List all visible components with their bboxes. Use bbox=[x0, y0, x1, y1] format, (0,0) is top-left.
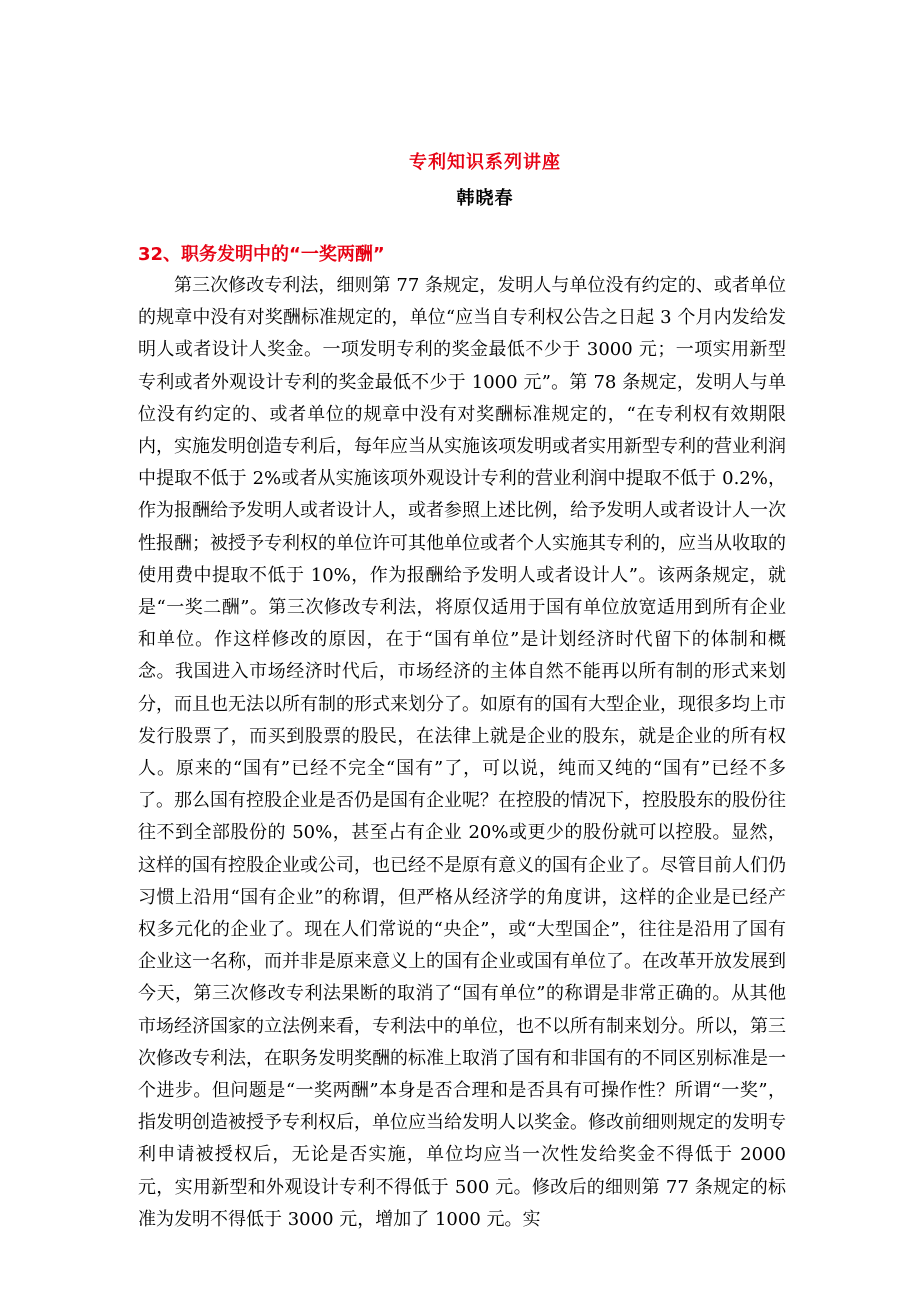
series-title: 专利知识系列讲座 bbox=[409, 152, 561, 173]
author-name: 韩晓春 bbox=[456, 188, 514, 209]
section-heading: 32、职务发明中的“一奖两酬” bbox=[138, 244, 385, 265]
body-paragraph: 第三次修改专利法，细则第 77 条规定，发明人与单位没有约定的、或者单位的规章中没有对奖酬标准规定的，单位“应当自专利权公告之日起 3 个月内发给发明人或者设计人奖金。一项发明专利的奖金最低不少于 3000 元；一项实用新型专利或者外观设计专利的奖金最低不少于 1000 元”。第 78 条规定，发明人与单位没有约定的、或者单位的规章中没有对奖酬标准规定的，“在专利权有效期限内，实施发明创造专利后，每年应当从实施该项发明或者实用新型专利的营业利润中提取不低于 2%或者从实施该项外观设计专利的营业利润中提取不低于 0.2%，作为报酬给予发明人或者设计人，或者参照上述比例，给予发明人或者设计人一次性报酬；被授予专利权的单位许可其他单位或者个人实施其专利的，应当从收取的使用费中提取不低于 10%，作为报酬给予发明人或者设计人”。该两条规定，就是“一奖二酬”。第三次修改专利法，将原仅适用于国有单位放宽适用到所有企业和单位。作这样修改的原因，在于“国有单位”是计划经济时代留下的体制和概念。我国进入市场经济时代后，市场经济的主体自然不能再以所有制的形式来划分，而且也无法以所有制的形式来划分了。如原有的国有大型企业，现很多均上市发行股票了，而买到股票的股民，在法律上就是企业的股东，就是企业的所有权人。原来的“国有”已经不完全“国有”了，可以说，纯而又纯的“国有”已经不多了。那么国有控股企业是否仍是国有企业呢？在控股的情况下，控股股东的股份往往不到全部股份的 50%，甚至占有企业 20%或更少的股份就可以控股。显然，这样的国有控股企业或公司，也已经不是原有意义的国有企业了。尽管目前人们仍习惯上沿用“国有企业”的称谓，但严格从经济学的角度讲，这样的企业是已经产权多元化的企业了。现在人们常说的“央企”，或“大型国企”，往往是沿用了国有企业这一名称，而并非是原来意义上的国有企业或国有单位了。在改革开放发展到今天，第三次修改专利法果断的取消了“国有单位”的称谓是非常正确的。从其他市场经济国家的立法例来看，专利法中的单位，也不以所有制来划分。所以，第三次修改专利法，在职务发明奖酬的标准上取消了国有和非国有的不同区别标准是一个进步。但问题是“一奖两酬”本身是否合理和是否具有可操作性？所谓“一奖”，指发明创造被授予专利权后，单位应当给发明人以奖金。修改前细则规定的发明专利申请被授权后，无论是否实施，单位均应当一次性发给奖金不得低于 2000 元，实用新型和外观设计专利不得低于 500 元。修改后的细则第 77 条规定的标准为发明不得低于 3000 元，增加了 1000 元。实 bbox=[138, 275, 786, 1230]
